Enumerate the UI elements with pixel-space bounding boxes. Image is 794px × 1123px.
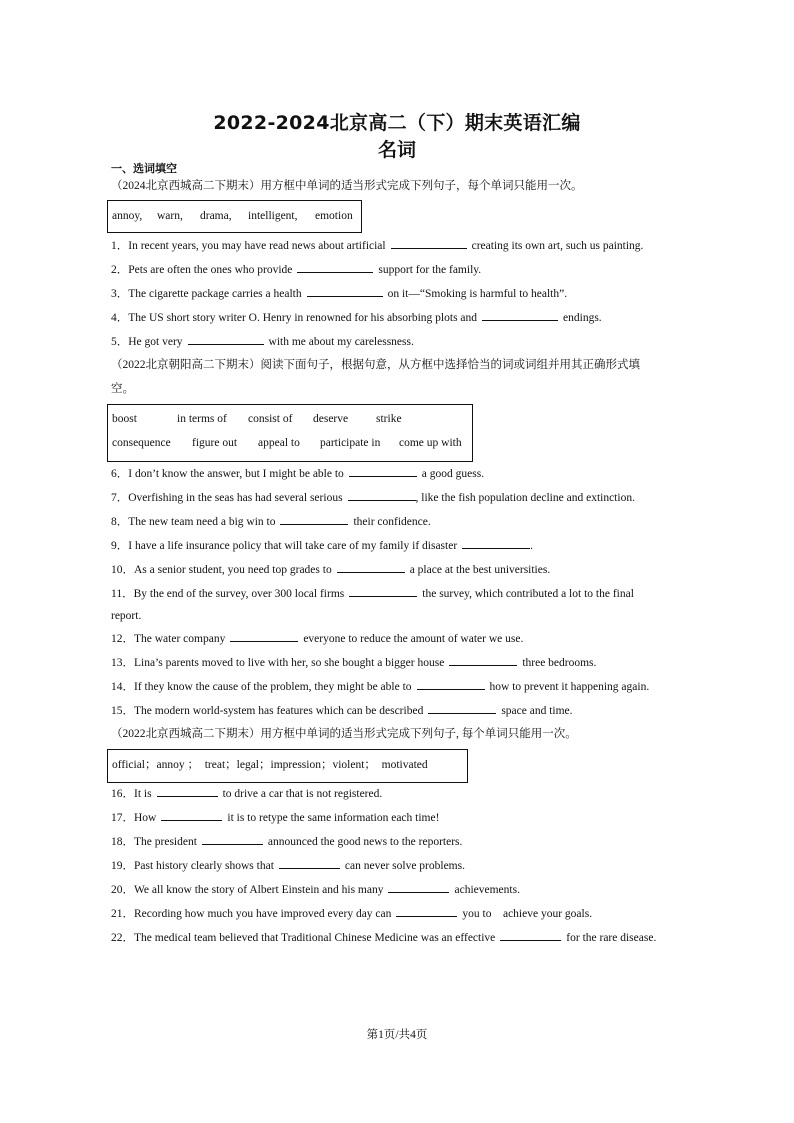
answer-blank[interactable] (391, 238, 467, 249)
answer-blank[interactable] (417, 679, 485, 690)
question-3: 3．The cigarette package carries a health on it—“Smoking is harmful to health”. (111, 288, 568, 300)
word-box-1-word: warn, (157, 210, 183, 222)
answer-blank[interactable] (462, 538, 530, 549)
answer-blank[interactable] (500, 930, 561, 941)
question-2: 2．Pets are often the ones who provide support for the family. (111, 264, 482, 276)
answer-blank[interactable] (202, 834, 263, 845)
answer-blank[interactable] (388, 882, 449, 893)
word-box-2-word: participate in (320, 437, 381, 449)
answer-blank[interactable] (307, 286, 383, 297)
question-11: 11．By the end of the survey, over 300 local firms the survey, which contributed a lot to the final (111, 588, 634, 600)
question-10: 10．As a senior student, you need top grades to a place at the best universities. (111, 564, 551, 576)
word-box-1-word: intelligent, (248, 210, 298, 222)
question-5: 5．He got very with me about my carelessness. (111, 336, 414, 348)
answer-blank[interactable] (297, 262, 373, 273)
group1-source: （2024北京西城高二下期末）用方框中单词的适当形式完成下列句子，每个单词只能用一次。 (111, 180, 583, 192)
word-box-2-word: consist of (248, 413, 293, 425)
word-box-2-word: figure out (192, 437, 238, 449)
answer-blank[interactable] (279, 858, 340, 869)
answer-blank[interactable] (349, 586, 417, 597)
question-18: 18．The president announced the good news to the reporters. (111, 836, 463, 848)
question-19: 19．Past history clearly shows that can never solve problems. (111, 860, 465, 872)
word-box-2-word: boost (112, 413, 137, 425)
question-4: 4．The US short story writer O. Henry in renowned for his absorbing plots and endings. (111, 312, 602, 324)
group2-source-cont: 空。 (111, 383, 134, 395)
question-14: 14．If they know the cause of the problem, they might be able to how to prevent it happening again. (111, 681, 650, 693)
answer-blank[interactable] (337, 562, 405, 573)
question-7: 7．Overfishing in the seas has had several serious , like the fish population decline and extinction. (111, 492, 635, 504)
question-20: 20．We all know the story of Albert Einstein and his many achievements. (111, 884, 520, 896)
answer-blank[interactable] (157, 786, 218, 797)
word-box-1-word: annoy, (112, 210, 143, 222)
word-box-3 (107, 749, 468, 783)
answer-blank[interactable] (161, 810, 222, 821)
answer-blank[interactable] (280, 514, 348, 525)
answer-blank[interactable] (349, 466, 417, 477)
question-16: 16．It is to drive a car that is not registered. (111, 788, 383, 800)
word-box-1 (107, 200, 362, 233)
document-subtitle: 名词 (377, 139, 416, 161)
word-box-2-word: appeal to (258, 437, 300, 449)
answer-blank[interactable] (348, 490, 416, 501)
page-footer: 第1页/共4页 (366, 1029, 428, 1041)
question-1: 1．In recent years, you may have read news about artificial creating its own art, such us painting. (111, 240, 644, 252)
group2-source: （2022北京朝阳高二下期末）阅读下面句子，根据句意，从方框中选择恰当的词或词组并用其正确形式填 (111, 359, 640, 371)
word-box-3-words: official；annoy ； treat；legal；impression；violent； motivated (112, 759, 428, 771)
question-8: 8．The new team need a big win to their confidence. (111, 516, 431, 528)
answer-blank[interactable] (482, 310, 558, 321)
word-box-2-word: deserve (313, 413, 349, 425)
question-22: 22．The medical team believed that Traditional Chinese Medicine was an effective for the rare disease. (111, 932, 657, 944)
word-box-2-word: in terms of (177, 413, 227, 425)
section-title: 一、选词填空 (111, 162, 177, 175)
question-9: 9．I have a life insurance policy that will take care of my family if disaster . (111, 540, 534, 552)
document-title: 2022-2024北京高二（下）期末英语汇编 (213, 112, 581, 134)
question-6: 6．I don’t know the answer, but I might be able to a good guess. (111, 468, 485, 480)
word-box-2-word: consequence (112, 437, 171, 449)
word-box-2-word: come up with (399, 437, 462, 449)
answer-blank[interactable] (449, 655, 517, 666)
word-box-1-word: drama, (200, 210, 232, 222)
question-15: 15．The modern world-system has features which can be described space and time. (111, 705, 573, 717)
question-12: 12．The water company everyone to reduce the amount of water we use. (111, 633, 524, 645)
question-17: 17．How it is to retype the same information each time! (111, 812, 440, 824)
answer-blank[interactable] (230, 631, 298, 642)
question-21: 21．Recording how much you have improved every day can you to achieve your goals. (111, 908, 593, 920)
answer-blank[interactable] (428, 703, 496, 714)
word-box-2-word: strike (376, 413, 402, 425)
answer-blank[interactable] (188, 334, 264, 345)
group3-source: （2022北京西城高二下期末）用方框中单词的适当形式完成下列句子, 每个单词只能用一次。 (111, 728, 577, 740)
word-box-2 (107, 404, 473, 462)
question-13: 13．Lina’s parents moved to live with her, so she bought a bigger house three bedrooms. (111, 657, 597, 669)
answer-blank[interactable] (396, 906, 457, 917)
question-11-continued: report. (111, 610, 142, 622)
word-box-1-word: emotion (315, 210, 353, 222)
